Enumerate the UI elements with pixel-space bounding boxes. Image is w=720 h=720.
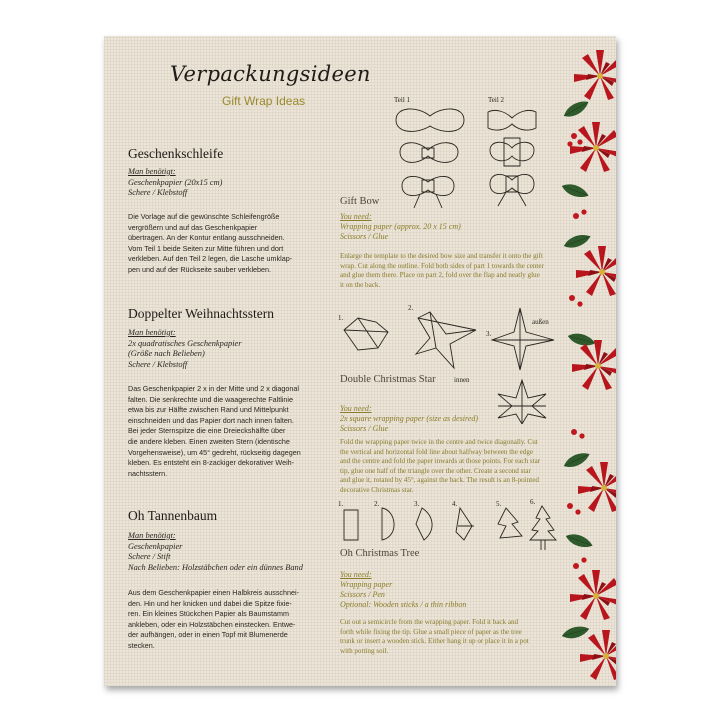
outside-label: außen <box>532 318 549 326</box>
text-line: vergrößern und auf das Geschenkpapier <box>128 222 258 232</box>
text-line: den. Hin und her knicken und dabei die Spitze fixie- <box>128 598 292 608</box>
step-label: 3. <box>414 500 420 508</box>
step-label: 5. <box>496 500 502 508</box>
section-title-de: Oh Tannenbaum <box>128 508 218 523</box>
materials-label: Man benötigt: <box>128 328 176 337</box>
instructions-de <box>128 384 301 479</box>
materials-de <box>128 531 303 573</box>
section-title-de: Geschenkschleife <box>128 146 224 161</box>
materials-en <box>340 404 478 434</box>
instructions-en <box>340 438 540 496</box>
material-item: Schere / Klebstoff <box>128 188 188 197</box>
poinsettia-border <box>560 36 616 686</box>
material-item: Wrapping paper (approx. 20 x 15 cm) <box>340 222 461 231</box>
step-label: 2. <box>374 500 380 508</box>
step-label: 1. <box>338 314 344 322</box>
text-line: with potting soil. <box>340 646 389 655</box>
text-line: trunk or insert a wooden stick. Either hang it up or place it in a pot <box>340 637 529 646</box>
material-item: Geschenkpapier <box>128 541 183 551</box>
instructions-de <box>128 212 292 276</box>
material-item: Scissors / Glue <box>340 232 388 241</box>
materials-en <box>340 212 461 242</box>
step-label: 2. <box>408 304 414 312</box>
step-label: 4. <box>452 500 458 508</box>
text-line: the vertical and horizontal fold line about halfway between the edge <box>340 447 534 456</box>
materials-label: Man benötigt: <box>128 167 176 176</box>
material-item: Wrapping paper <box>340 580 393 589</box>
text-line: Cut out a semicircle from the wrapping paper. Fold it back and <box>340 618 519 626</box>
material-item: Schere / Klebstoff <box>128 359 188 369</box>
text-line: Aus dem Geschenkpapier einen Halbkreis ausschnei- <box>128 588 299 597</box>
material-item: Scissors / Glue <box>340 424 388 433</box>
materials-en <box>340 570 466 610</box>
section-title-en: Oh Christmas Tree <box>340 548 420 559</box>
text-line: decorative Christmas star. <box>340 485 414 494</box>
text-line: Bei jeder Sternspitze die eine Dreieckshälfte über <box>128 426 286 436</box>
text-line: Das Geschenkpapier 2 x in der Mitte und 2 x diagonal <box>128 384 300 393</box>
text-line: it on the back. <box>340 280 381 289</box>
text-line: Fold the wrapping paper twice in the centre and twice diagonally. Cut <box>340 438 538 446</box>
text-line: forth while fixing the tip. Glue a small piece of paper as the tree <box>340 627 522 636</box>
text-line: wrap. Cut along the outline. Fold both sides of part 1 towards the center <box>340 261 544 270</box>
text-line: falten. Die senkrechte und die waagerechte Faltlinie <box>128 394 294 404</box>
teil1-label: Teil 1 <box>394 96 411 104</box>
step-label: 6. <box>530 498 536 506</box>
inside-label: innen <box>454 376 470 384</box>
instructions-en <box>340 618 529 656</box>
text-line: die andere kleben. Einen zweiten Stern (identische <box>128 436 290 446</box>
material-item: Geschenkpapier (20x15 cm) <box>128 177 223 187</box>
materials-de <box>128 328 242 370</box>
section-title-de: Doppelter Weihnachtsstern <box>128 306 274 321</box>
text-line: einschneiden und das Papier dort nach innen falten. <box>128 415 294 425</box>
text-line: ren. Ein kleines Stückchen Papier als Baumstamm <box>128 609 289 619</box>
text-line: Vom Teil 1 beide Seiten zur Mitte führen und dort <box>128 243 284 253</box>
instructions-en <box>340 252 544 290</box>
text-line: übertragen. An der Kontur entlang ausschneiden. <box>128 233 285 243</box>
materials-label: You need: <box>340 570 372 579</box>
materials-de <box>128 167 222 199</box>
step-label: 3. <box>486 330 492 338</box>
instructions-de <box>128 588 299 652</box>
text-line: pen und auf der Rückseite sauber verkleben. <box>128 264 272 274</box>
text-line: stecken. <box>128 640 155 650</box>
material-item: Nach Belieben: Holzstäbchen oder ein dünnes Band <box>128 562 303 572</box>
material-item: Optional: Wooden sticks / a thin ribbon <box>340 600 467 609</box>
text-line: and the centre and fold the paper inwards at those points. For each star <box>340 457 541 466</box>
text-line: nachtsstern. <box>128 468 168 478</box>
teil2-label: Teil 2 <box>488 96 505 104</box>
page-subtitle: Gift Wrap Ideas <box>222 94 306 108</box>
text-line: kleben. Es entsteht ein 8-zackiger dekorativer Weih- <box>128 458 295 468</box>
materials-label: Man benötigt: <box>128 531 176 540</box>
text-line: Die Vorlage auf die gewünschte Schleifengröße <box>128 212 280 221</box>
text-line: and glue them there. Place on part 2, fold over the flap and neatly glue <box>340 271 540 280</box>
material-item: 2x square wrapping paper (size as desired) <box>340 414 479 423</box>
section-title-en: Gift Bow <box>340 196 380 207</box>
text-line: Vorgehensweise), um 45° gedreht, rückseitig dagegen <box>128 447 301 457</box>
text-line: tip, glue one half of the triangle over the other. Create a second star <box>340 466 531 475</box>
materials-label: You need: <box>340 404 372 413</box>
section-title-en: Double Christmas Star <box>340 374 436 385</box>
document-page <box>104 36 616 686</box>
material-item: 2x quadratisches Geschenkpapier <box>128 338 242 348</box>
materials-label: You need: <box>340 212 372 221</box>
text-line: Enlarge the template to the desired bow size and transfer it onto the gift <box>340 252 543 260</box>
material-item: Schere / Stift <box>128 552 171 561</box>
page-title: Verpackungsideen <box>170 62 371 86</box>
text-line: etwa bis zur Hälfte zwischen Rand und Mittelpunkt <box>128 405 289 415</box>
tree-folding-diagram <box>336 496 560 552</box>
material-item: Scissors / Pen <box>340 590 385 599</box>
bow-template-diagram <box>388 90 558 220</box>
material-item: (Größe nach Belieben) <box>128 349 205 358</box>
text-line: ankleben, oder ein Holzstäbchen einstecken. Entwe- <box>128 619 296 629</box>
step-label: 1. <box>338 500 344 508</box>
text-line: and glue it, rotated by 45°, against the back. The result is an 8-pointed <box>340 476 539 485</box>
text-line: verkleben. Auf den Teil 2 legen, die Lasche umklap- <box>128 254 293 264</box>
text-line: der aufhängen, oder in einen Topf mit Blumenerde <box>128 630 288 640</box>
